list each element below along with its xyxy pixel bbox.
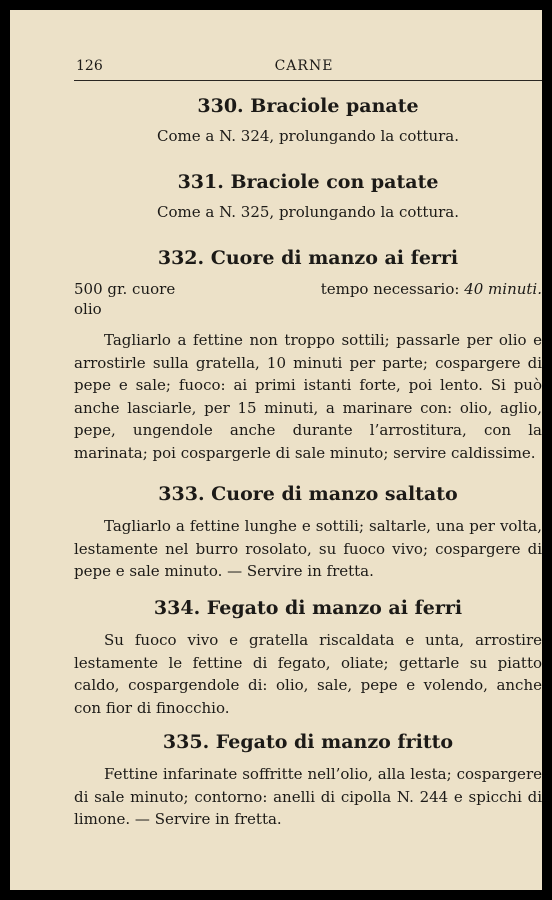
- recipe-text: Come a N. 325, prolungando la cottura.: [156, 203, 460, 221]
- section-title: CARNE: [274, 58, 334, 74]
- recipe-title: 330. Braciole panate: [197, 95, 419, 117]
- recipe-text: Come a N. 324, prolungando la cottura.: [156, 127, 460, 145]
- ingredient-item: 500 gr. cuore: [74, 280, 176, 298]
- recipe-title: 332. Cuore di manzo ai ferri: [157, 247, 459, 269]
- recipe-333: [74, 482, 542, 583]
- ingredients: [74, 279, 542, 323]
- recipe-335: [74, 730, 542, 831]
- recipe-334: [74, 596, 542, 719]
- recipe-332: [74, 246, 542, 465]
- header-rule: [74, 80, 542, 81]
- recipe-330: [74, 94, 542, 148]
- ingredient-item: olio: [74, 300, 102, 318]
- time-label: tempo necessario:: [320, 280, 465, 298]
- recipe-title: 331. Braciole con patate: [177, 171, 439, 193]
- recipe-title: 334. Fegato di manzo ai ferri: [153, 597, 463, 619]
- recipe-text: Tagliarlo a fettine non troppo sottili; passarle per olio e arrostirle sulla gratella, 10 minuti per parte; cospargere di pepe e sale; fuoco: ai primi istanti forte, poi lento. Si può anche lasciarle, per 15 minuti, a marinare con: olio, aglio, pepe, ungendole anche durante l’arrostitura, con la marinata; poi cospargerle di sale minuto; servire caldissime.: [74, 331, 542, 462]
- recipe-text: Su fuoco vivo e gratella riscaldata e unta, arrostire lestamente le fettine di fegato, oliate; gettarle su piatto caldo, cospargendole di: olio, sale, pepe e volendo, anche con fior di finocchio.: [74, 631, 542, 717]
- time-needed: [321, 279, 542, 299]
- recipe-title: 333. Cuore di manzo saltato: [158, 483, 458, 505]
- recipe-text: Fettine infarinate soffritte nell’olio, alla lesta; cospargere di sale minuto; contorno: anelli di cipolla N. 244 e spicchi di limone. — Servire in fretta.: [74, 765, 542, 829]
- recipe-title: 335. Fegato di manzo fritto: [162, 731, 454, 753]
- recipe-text: Tagliarlo a fettine lunghe e sottili; saltarle, una per volta, lestamente nel burro rosolato, su fuoco vivo; cospargere di pepe e sale minuto. — Servire in fretta.: [74, 517, 542, 581]
- book-page: [10, 10, 542, 890]
- page-number: 126: [76, 58, 103, 74]
- time-value: 40 minuti.: [464, 280, 542, 298]
- recipe-331: [74, 170, 542, 224]
